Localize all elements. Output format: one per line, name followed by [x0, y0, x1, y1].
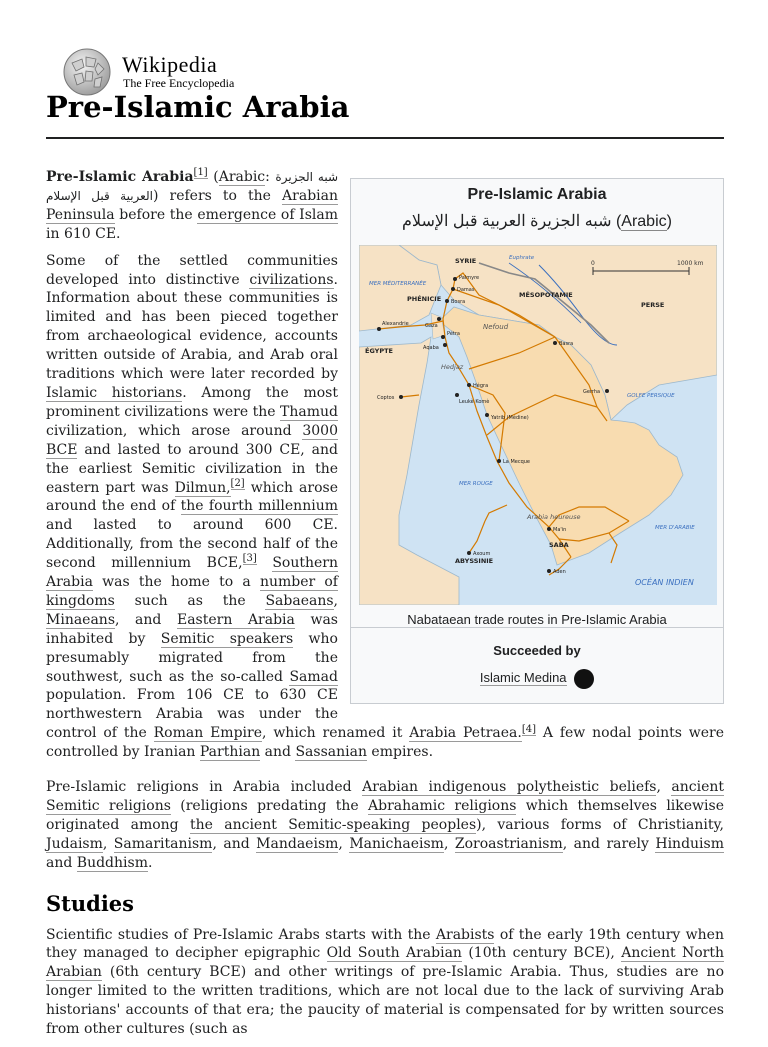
link-number-of-kingdoms[interactable]: number of kingdoms: [46, 574, 338, 609]
medina-flag-icon: [574, 669, 594, 689]
map-label: Basra: [559, 341, 574, 347]
map-label: Hedjaz: [441, 363, 464, 371]
map-label: MER MÉDITERRANÉE: [369, 281, 427, 287]
link-judaism[interactable]: Judaism: [46, 835, 103, 852]
link-polytheistic-beliefs[interactable]: Arabian indigenous polytheistic beliefs: [362, 779, 657, 796]
link-ancient-north-arabian[interactable]: Ancient North Arabian: [46, 945, 725, 981]
arabic-text: شبه الجزيرة العربية قبل الإسلام: [46, 170, 339, 203]
link-abrahamic-religions[interactable]: Abrahamic religions: [368, 798, 517, 814]
infobox-arabic-name: شبه الجزيرة العربية قبل الإسلام (Arabic): [402, 213, 672, 230]
wikipedia-wordmark[interactable]: Wikipedia: [122, 52, 218, 77]
link-minaeans[interactable]: Minaeans: [46, 611, 116, 628]
map-label: Ma'in: [553, 527, 567, 533]
map-label: SYRIE: [455, 257, 477, 265]
wikipedia-tagline: The Free Encyclopedia: [123, 76, 235, 90]
map-label: MER ROUGE: [459, 481, 493, 487]
link-semitic-speaking-peoples[interactable]: the ancient Semitic-speaking peoples: [189, 816, 477, 833]
map-label: Hégra: [473, 383, 489, 389]
map-label: Axoum: [473, 551, 491, 557]
link-fourth-millennium[interactable]: the fourth millennium: [180, 498, 338, 515]
link-hinduism[interactable]: Hinduism: [655, 835, 724, 852]
link-mandaeism[interactable]: Mandaeism: [256, 835, 339, 852]
link-semitic-religions[interactable]: ancient Semitic religions: [46, 779, 725, 814]
link-emergence-of-islam[interactable]: emergence of Islam: [197, 206, 338, 223]
link-arabists[interactable]: Arabists: [435, 926, 495, 943]
map-label: MÉSOPOTAMIE: [519, 291, 573, 299]
article-body: [46, 168, 724, 1047]
studies-heading: Studies: [46, 890, 134, 916]
studies-paragraph: Scientific studies of Pre-Islamic Arabs starts with the Arabists of the early 19th century when they managed to decipher epigraphic Old South Arabian (10th century BCE), Ancient North Arabian (6th century BCE) and other writings of pre-Islamic Arabia. Thus, studies are no longer limited to the written traditions, which are not local due to the lack of surviving Arab historians' accounts of that era; the paucity of material is compensated for by written sources from other cultures (such as: [46, 926, 725, 1038]
map-label: La Mecque: [503, 459, 530, 465]
link-civilizations[interactable]: civilizations: [249, 271, 334, 288]
arabic-link[interactable]: Arabic: [218, 169, 266, 185]
map-label: MER D'ARABIE: [655, 525, 695, 531]
infobox-title: Pre-Islamic Arabia: [467, 186, 607, 203]
title-divider: [46, 137, 724, 139]
lead-bold-term: Pre-Islamic Arabia: [46, 169, 194, 185]
link-thamud[interactable]: Thamud: [280, 403, 338, 420]
infobox-arabic-link[interactable]: Arabic: [621, 213, 667, 230]
map-label: 0: [591, 260, 595, 267]
infobox-succeeded-by[interactable]: [351, 669, 723, 689]
map-label: Nefoud: [483, 323, 509, 331]
link-zoroastrianism[interactable]: Zoroastrianism: [454, 835, 563, 852]
map-label: ÉGYPTE: [365, 347, 393, 355]
link-sassanian[interactable]: Sassanian: [295, 744, 367, 761]
map-label: PERSE: [641, 301, 665, 309]
infobox-map-caption: Nabataean trade routes in Pre-Islamic Arabia: [407, 612, 667, 627]
map-label: Euphrate: [509, 255, 535, 261]
map-label: Coptos: [377, 395, 395, 401]
religions-paragraph: Pre-Islamic religions in Arabia included Arabian indigenous polytheistic beliefs, ancient Semitic religions (religions predating the Abrahamic religions which themselves likewise originated among the ancient Semitic-speaking peoples), various forms of Christianity, Judaism, Samaritanism, and Mandaeism, Manichaeism, Zoroastrianism, and rarely Hinduism and Buddhism.: [46, 779, 725, 871]
map-label: Alexandrie: [382, 321, 409, 327]
map-label: Leukè Komè: [459, 399, 490, 405]
map-label: Damas: [457, 287, 475, 293]
link-samaritanism[interactable]: Samaritanism: [113, 835, 213, 852]
map-label: ABYSSINIE: [455, 557, 494, 565]
map-label: Palmyre: [459, 275, 480, 281]
infobox: [350, 178, 724, 704]
map-label: Bosra: [451, 299, 466, 305]
infobox-arabic-text: شبه الجزيرة العربية قبل الإسلام: [402, 213, 612, 230]
page-title: Pre-Islamic Arabia: [46, 90, 350, 124]
link-sabaeans[interactable]: Sabaeans: [265, 592, 334, 609]
map-label: Gaza: [425, 323, 438, 329]
infobox-divider: [351, 627, 723, 628]
map-label: Arabia heureuse: [527, 513, 581, 521]
ref-1[interactable]: [1]: [193, 167, 208, 179]
islamic-medina-link[interactable]: Islamic Medina: [479, 670, 567, 686]
link-arabia-petraea[interactable]: Arabia Petraea.: [409, 725, 522, 742]
link-semitic-speakers[interactable]: Semitic speakers: [160, 630, 294, 647]
trade-routes-map[interactable]: [359, 245, 717, 605]
map-label: OCÉAN INDIEN: [635, 578, 694, 587]
map-label: 1000 km: [677, 260, 704, 267]
infobox-succeeded-label: Succeeded by: [493, 643, 581, 658]
link-roman-empire[interactable]: Roman Empire: [153, 725, 263, 742]
link-arabian-peninsula[interactable]: Arabian Peninsula: [46, 187, 338, 223]
link-3000-bce[interactable]: 3000 BCE: [46, 422, 338, 458]
link-dilmun[interactable]: Dilmun,: [174, 479, 231, 496]
map-label: Yatrib (Médine): [491, 415, 529, 421]
history-paragraph: Some of the settled communities developed into distinctive civilizations. Information about these communities is limited and has been pieced together from archaeological evidence, accounts written outside of Arabia, and Arab oral traditions which were later recorded by Islamic historians. Among the most prominent civilizations were the Thamud civilization, which arose around 3000 BCE and lasted to around 300 CE, and the earliest Semitic civilization in the eastern part was Dilmun,[2] which arose around the end of the fourth millennium and lasted to around 600 CE. Additionally, from the second half of the second millennium BCE,[3] Southern Arabia was the home to a number of kingdoms such as the Sabaeans, Minaeans, and Eastern Arabia was inhabited by Semitic speakers who presumably migrated from the southwest, such as the so-called Samad population. From 106 CE to 630 CE northwestern Arabia was under the control of the Roman Empire, which renamed it Arabia Petraea.[4] A few nodal points were controlled by Iranian Parthian and Sassanian empires.: [46, 252, 725, 761]
ref-3[interactable]: [3]: [242, 553, 257, 565]
intro-paragraph: Pre-Islamic Arabia[1] (Arabic: شبه الجزيرة العربية قبل الإسلام) refers to the Arabian Peninsula before the emergence of Islam in 610 CE.: [46, 167, 339, 242]
map-label: Aden: [553, 569, 566, 575]
link-samad[interactable]: Samad: [289, 668, 338, 685]
link-manichaeism[interactable]: Manichaeism: [349, 835, 444, 852]
link-old-south-arabian[interactable]: Old South Arabian: [326, 945, 462, 962]
link-southern-arabia[interactable]: Southern Arabia: [46, 555, 339, 591]
map-label: PHÉNICIE: [407, 295, 442, 303]
link-eastern-arabia[interactable]: Eastern Arabia: [176, 611, 295, 628]
map-label: GOLFE PERSIQUE: [627, 393, 675, 399]
ref-2[interactable]: [2]: [230, 477, 245, 489]
link-parthian[interactable]: Parthian: [199, 744, 261, 761]
map-label: SABA: [549, 541, 569, 549]
link-islamic-historians[interactable]: Islamic historians: [46, 384, 183, 401]
map-label: Gerrha: [583, 389, 601, 395]
map-label: Aqaba: [423, 345, 439, 351]
ref-4[interactable]: [4]: [521, 723, 536, 735]
map-label: Pétra: [447, 331, 460, 337]
link-buddhism[interactable]: Buddhism: [76, 854, 148, 871]
